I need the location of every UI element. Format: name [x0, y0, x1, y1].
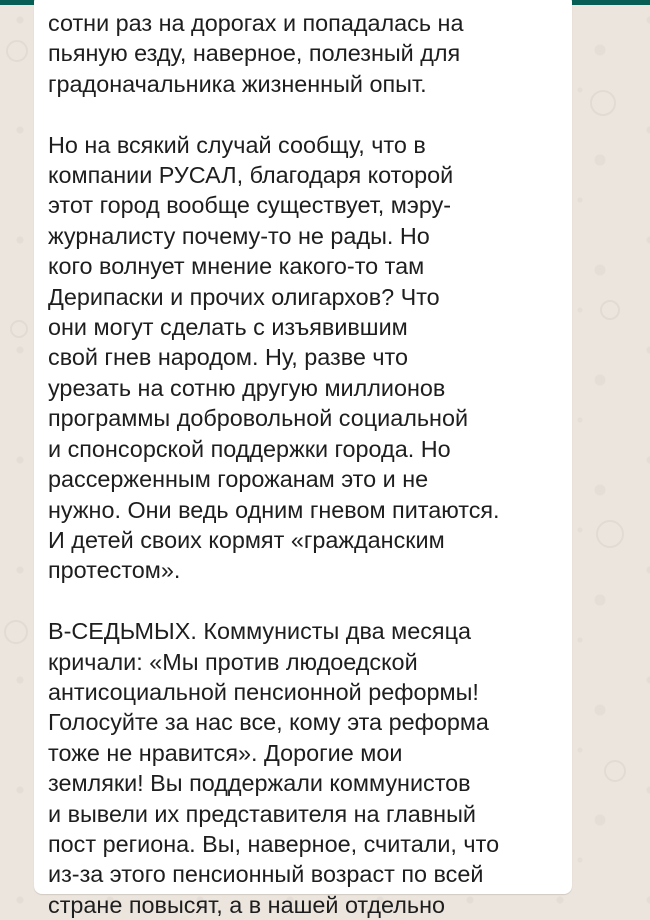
wallpaper-doodle-icon [590, 90, 616, 116]
message-line: пост региона. Вы, наверное, считали, что [48, 830, 500, 857]
message-line: Дерипаски и прочих олигархов? Что [48, 283, 440, 310]
message-line: стране повысят, а в нашей отдельно [48, 891, 446, 918]
message-line: кого волнует мнение какого-то там [48, 253, 425, 280]
message-line: протестом». [48, 557, 181, 584]
wallpaper-doodle-icon [604, 760, 626, 782]
message-line: антисоциальной пенсионной реформы! [48, 678, 479, 705]
message-bubble[interactable] [34, 0, 572, 918]
message-line: нужно. Они ведь одним гневом питаются. [48, 496, 500, 523]
message-line: компании РУСАЛ, благодаря которой [48, 162, 454, 189]
wallpaper-doodle-icon [4, 620, 28, 644]
message-line: из-за этого пенсионный возраст по всей [48, 861, 484, 888]
message-line: В-СЕДЬМЫХ. Коммунисты два месяца [48, 618, 471, 645]
message-line: и вывели их представителя на главный [48, 800, 476, 827]
message-text [48, 8, 568, 920]
message-line: кричали: «Мы против людоедской [48, 648, 418, 675]
message-line: и спонсорской поддержки города. Но [48, 435, 451, 462]
message-line: урезать на сотню другую миллионов [48, 374, 446, 401]
message-line: свой гнев народом. Ну, разве что [48, 344, 409, 371]
message-line: рассерженным горожанам это и не [48, 466, 429, 493]
message-line: Голосуйте за нас все, кому эта реформа [48, 709, 489, 736]
message-line: градоначальника жизненный опыт. [48, 70, 427, 97]
message-line: пьяную езду, наверное, полезный для [48, 40, 461, 67]
message-line: программы добровольной социальной [48, 405, 469, 432]
message-line: они могут сделать с изъявившим [48, 314, 408, 341]
message-line: земляки! Вы поддержали коммунистов [48, 770, 471, 797]
message-line: сотни раз на дорогах и попадалась на [48, 10, 464, 36]
message-line: тоже не нравится». Дорогие мои [48, 739, 403, 766]
wallpaper-doodle-icon [10, 320, 28, 338]
message-line: Но на всякий случай сообщу, что в [48, 131, 426, 158]
wallpaper-doodle-icon [6, 40, 28, 62]
message-line: журналисту почему-то не рады. Но [48, 222, 430, 249]
wallpaper-doodle-icon [600, 300, 620, 320]
wallpaper-doodle-icon [596, 520, 624, 548]
message-line: этот город вообще существует, мэру- [48, 192, 452, 219]
message-line: И детей своих кормят «гражданским [48, 526, 445, 553]
